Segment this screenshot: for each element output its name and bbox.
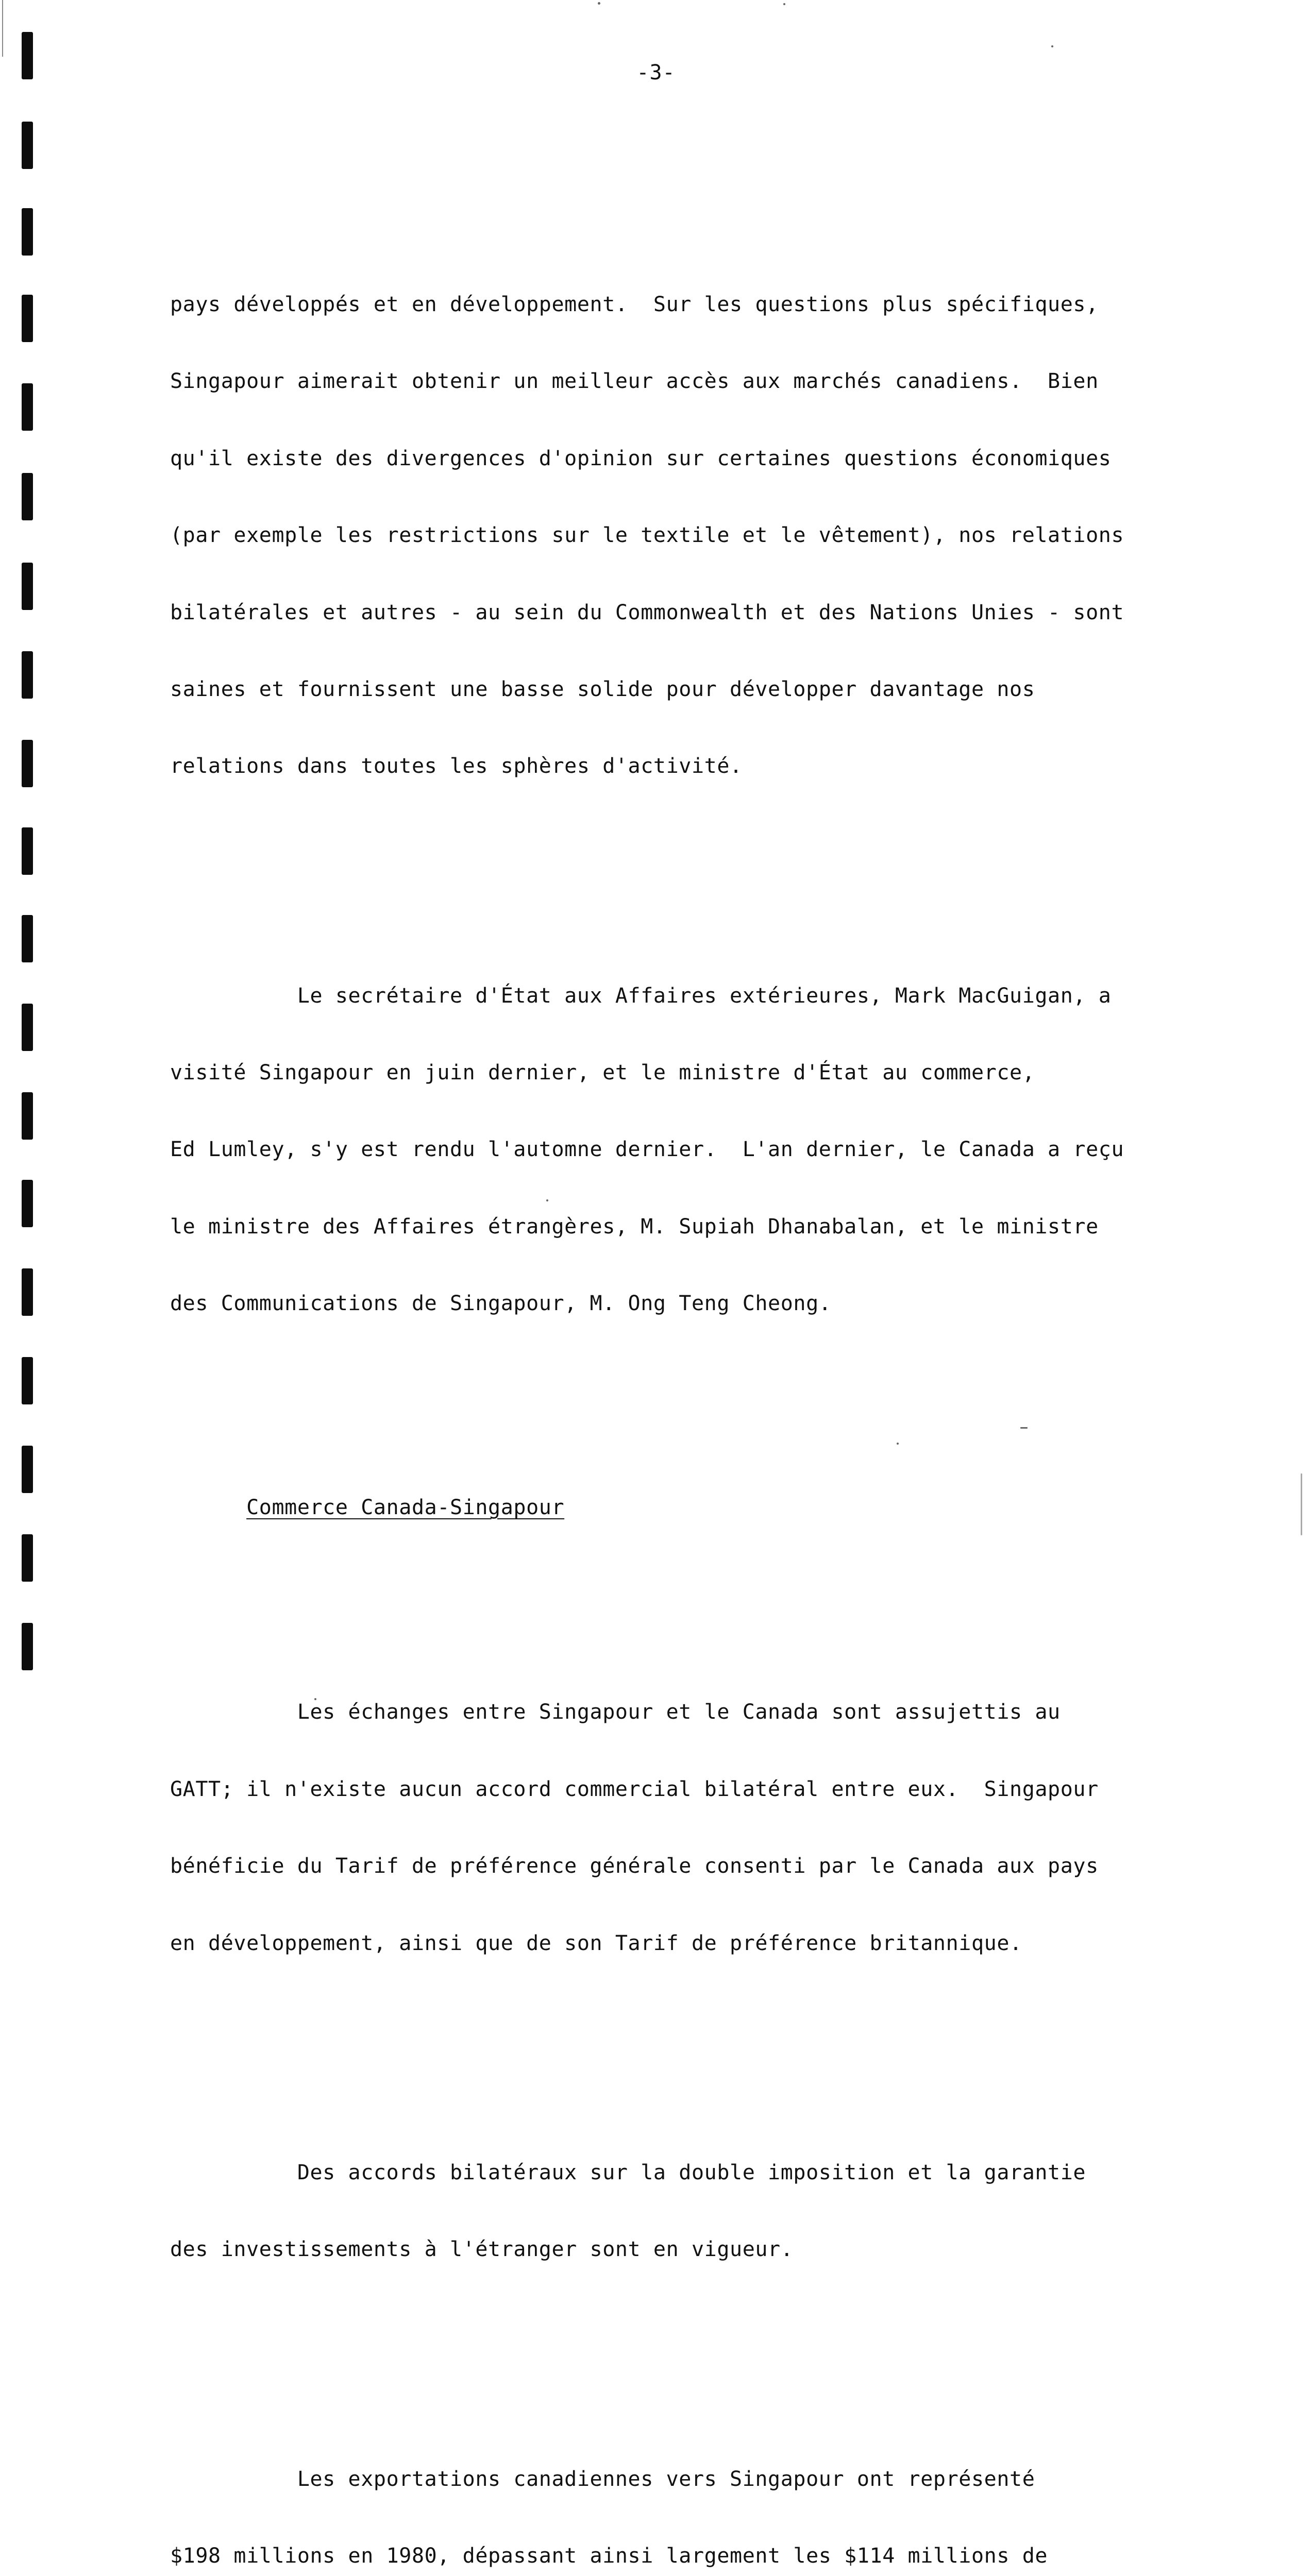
text-line: bilatérales et autres - au sein du Commonwealth et des Nations Unies - sont	[170, 600, 1124, 624]
binder-mark	[22, 383, 33, 431]
text-line: Le secrétaire d'État aux Affaires extérieures, Mark MacGuigan, a	[170, 984, 1112, 1008]
text-line: en développement, ainsi que de son Tarif de préférence britannique.	[170, 1931, 1022, 1955]
text-line: Des accords bilatéraux sur la double imposition et la garantie	[170, 2160, 1086, 2184]
text-line: saines et fournissent une basse solide pour développer davantage nos	[170, 677, 1035, 701]
page-number: -3-	[636, 61, 676, 84]
binder-mark	[22, 827, 33, 875]
binder-mark	[22, 740, 33, 787]
binder-mark	[22, 122, 33, 169]
scan-speck	[1051, 45, 1053, 47]
document-body	[170, 164, 1139, 2576]
binder-mark	[22, 1623, 33, 1670]
text-line: qu'il existe des divergences d'opinion sur certaines questions économiques	[170, 446, 1112, 470]
binder-mark	[22, 1268, 33, 1316]
binder-mark	[22, 1092, 33, 1140]
binder-mark	[22, 1534, 33, 1582]
text-line: $198 millions en 1980, dépassant ainsi largement les $114 millions de	[170, 2544, 1048, 2568]
binder-mark	[22, 1004, 33, 1051]
text-line: Les exportations canadiennes vers Singapour ont représenté	[170, 2467, 1035, 2491]
paragraph	[170, 241, 1139, 831]
text-line: GATT; il n'existe aucun accord commercial bilatéral entre eux. Singapour	[170, 1777, 1099, 1801]
scan-speck	[1301, 1473, 1302, 1535]
text-line: Les échanges entre Singapour et le Canada sont assujettis au	[170, 1700, 1061, 1724]
section-heading: Commerce Canada-Singapour	[246, 1495, 565, 1519]
scan-speck	[598, 2, 600, 5]
text-line: pays développés et en développement. Sur les questions plus spécifiques,	[170, 292, 1099, 316]
binder-mark	[22, 1180, 33, 1227]
paragraph	[170, 1649, 1139, 2008]
scan-speck	[783, 3, 785, 5]
text-line: des Communications de Singapour, M. Ong Teng Cheong.	[170, 1292, 832, 1316]
paragraph	[170, 2415, 1139, 2576]
binder-mark	[22, 473, 33, 520]
text-line: relations dans toutes les sphères d'activité.	[170, 754, 743, 778]
paragraph	[170, 932, 1139, 1368]
binder-mark	[22, 1357, 33, 1404]
section-heading-wrap	[170, 1469, 1139, 1571]
text-line: bénéficie du Tarif de préférence générale consenti par le Canada aux pays	[170, 1854, 1099, 1878]
text-line: des investissements à l'étranger sont en vigueur.	[170, 2238, 794, 2262]
scan-edge-line	[2, 0, 3, 57]
binder-mark	[22, 563, 33, 610]
text-line: Singapour aimerait obtenir un meilleur accès aux marchés canadiens. Bien	[170, 369, 1099, 394]
binder-mark	[22, 915, 33, 962]
binder-mark	[22, 295, 33, 342]
text-line: (par exemple les restrictions sur le textile et le vêtement), nos relations	[170, 523, 1124, 548]
text-line: visité Singapour en juin dernier, et le ministre d'État au commerce,	[170, 1061, 1035, 1085]
binder-mark	[22, 208, 33, 256]
binder-mark	[22, 651, 33, 699]
binder-mark	[22, 1446, 33, 1493]
paragraph	[170, 2109, 1139, 2314]
text-line: le ministre des Affaires étrangères, M. Supiah Dhanabalan, et le ministre	[170, 1214, 1099, 1239]
text-line: Ed Lumley, s'y est rendu l'automne dernier. L'an dernier, le Canada a reçu	[170, 1138, 1124, 1162]
